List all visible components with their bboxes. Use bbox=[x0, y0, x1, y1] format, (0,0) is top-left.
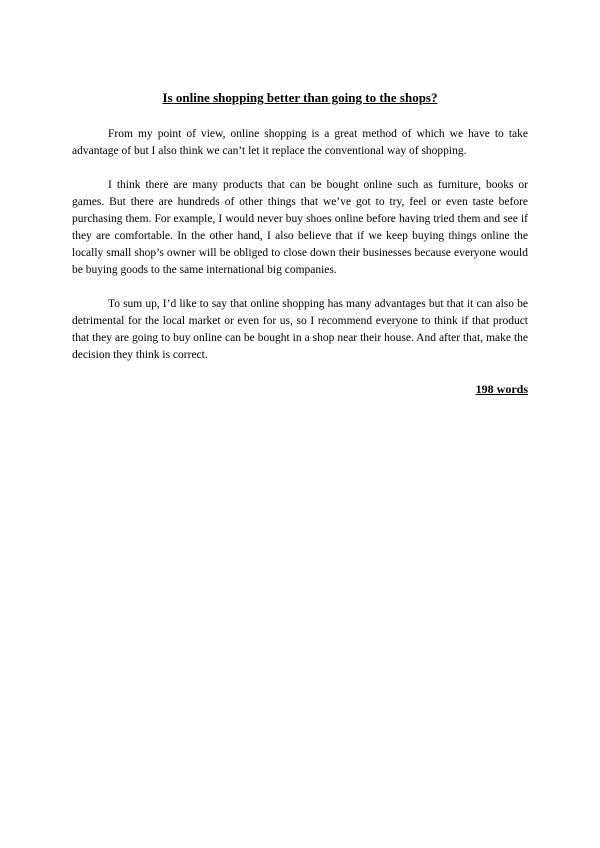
paragraph-body: I think there are many products that can be bought online such as furniture, books or games. But there are hundreds of other things that we’ve got to try, feel or even taste before purchasing them. For example, I would never buy shoes online before having tried them and see if they are comfortable. In the other hand, I also believe that if we keep buying things online the locally small shop’s owner will be obliged to close down their businesses because everyone would be buying goods to the same international big companies. bbox=[72, 179, 528, 276]
essay-title: Is online shopping better than going to the shops? bbox=[162, 90, 438, 105]
word-count: 198 words bbox=[475, 382, 528, 396]
paragraph-introduction: From my point of view, online shopping is a great method of which we have to take advantage of but I also think we can’t let it replace the conventional way of shopping. bbox=[72, 128, 528, 157]
paragraph-conclusion: To sum up, I’d like to say that online shopping has many advantages but that it can also be detrimental for the local market or even for us, so I recommend everyone to think if that product that they are going to buy online can be bought in a shop near their house. And after that, make the decision they think is correct. bbox=[72, 298, 528, 361]
document-page bbox=[72, 90, 528, 397]
